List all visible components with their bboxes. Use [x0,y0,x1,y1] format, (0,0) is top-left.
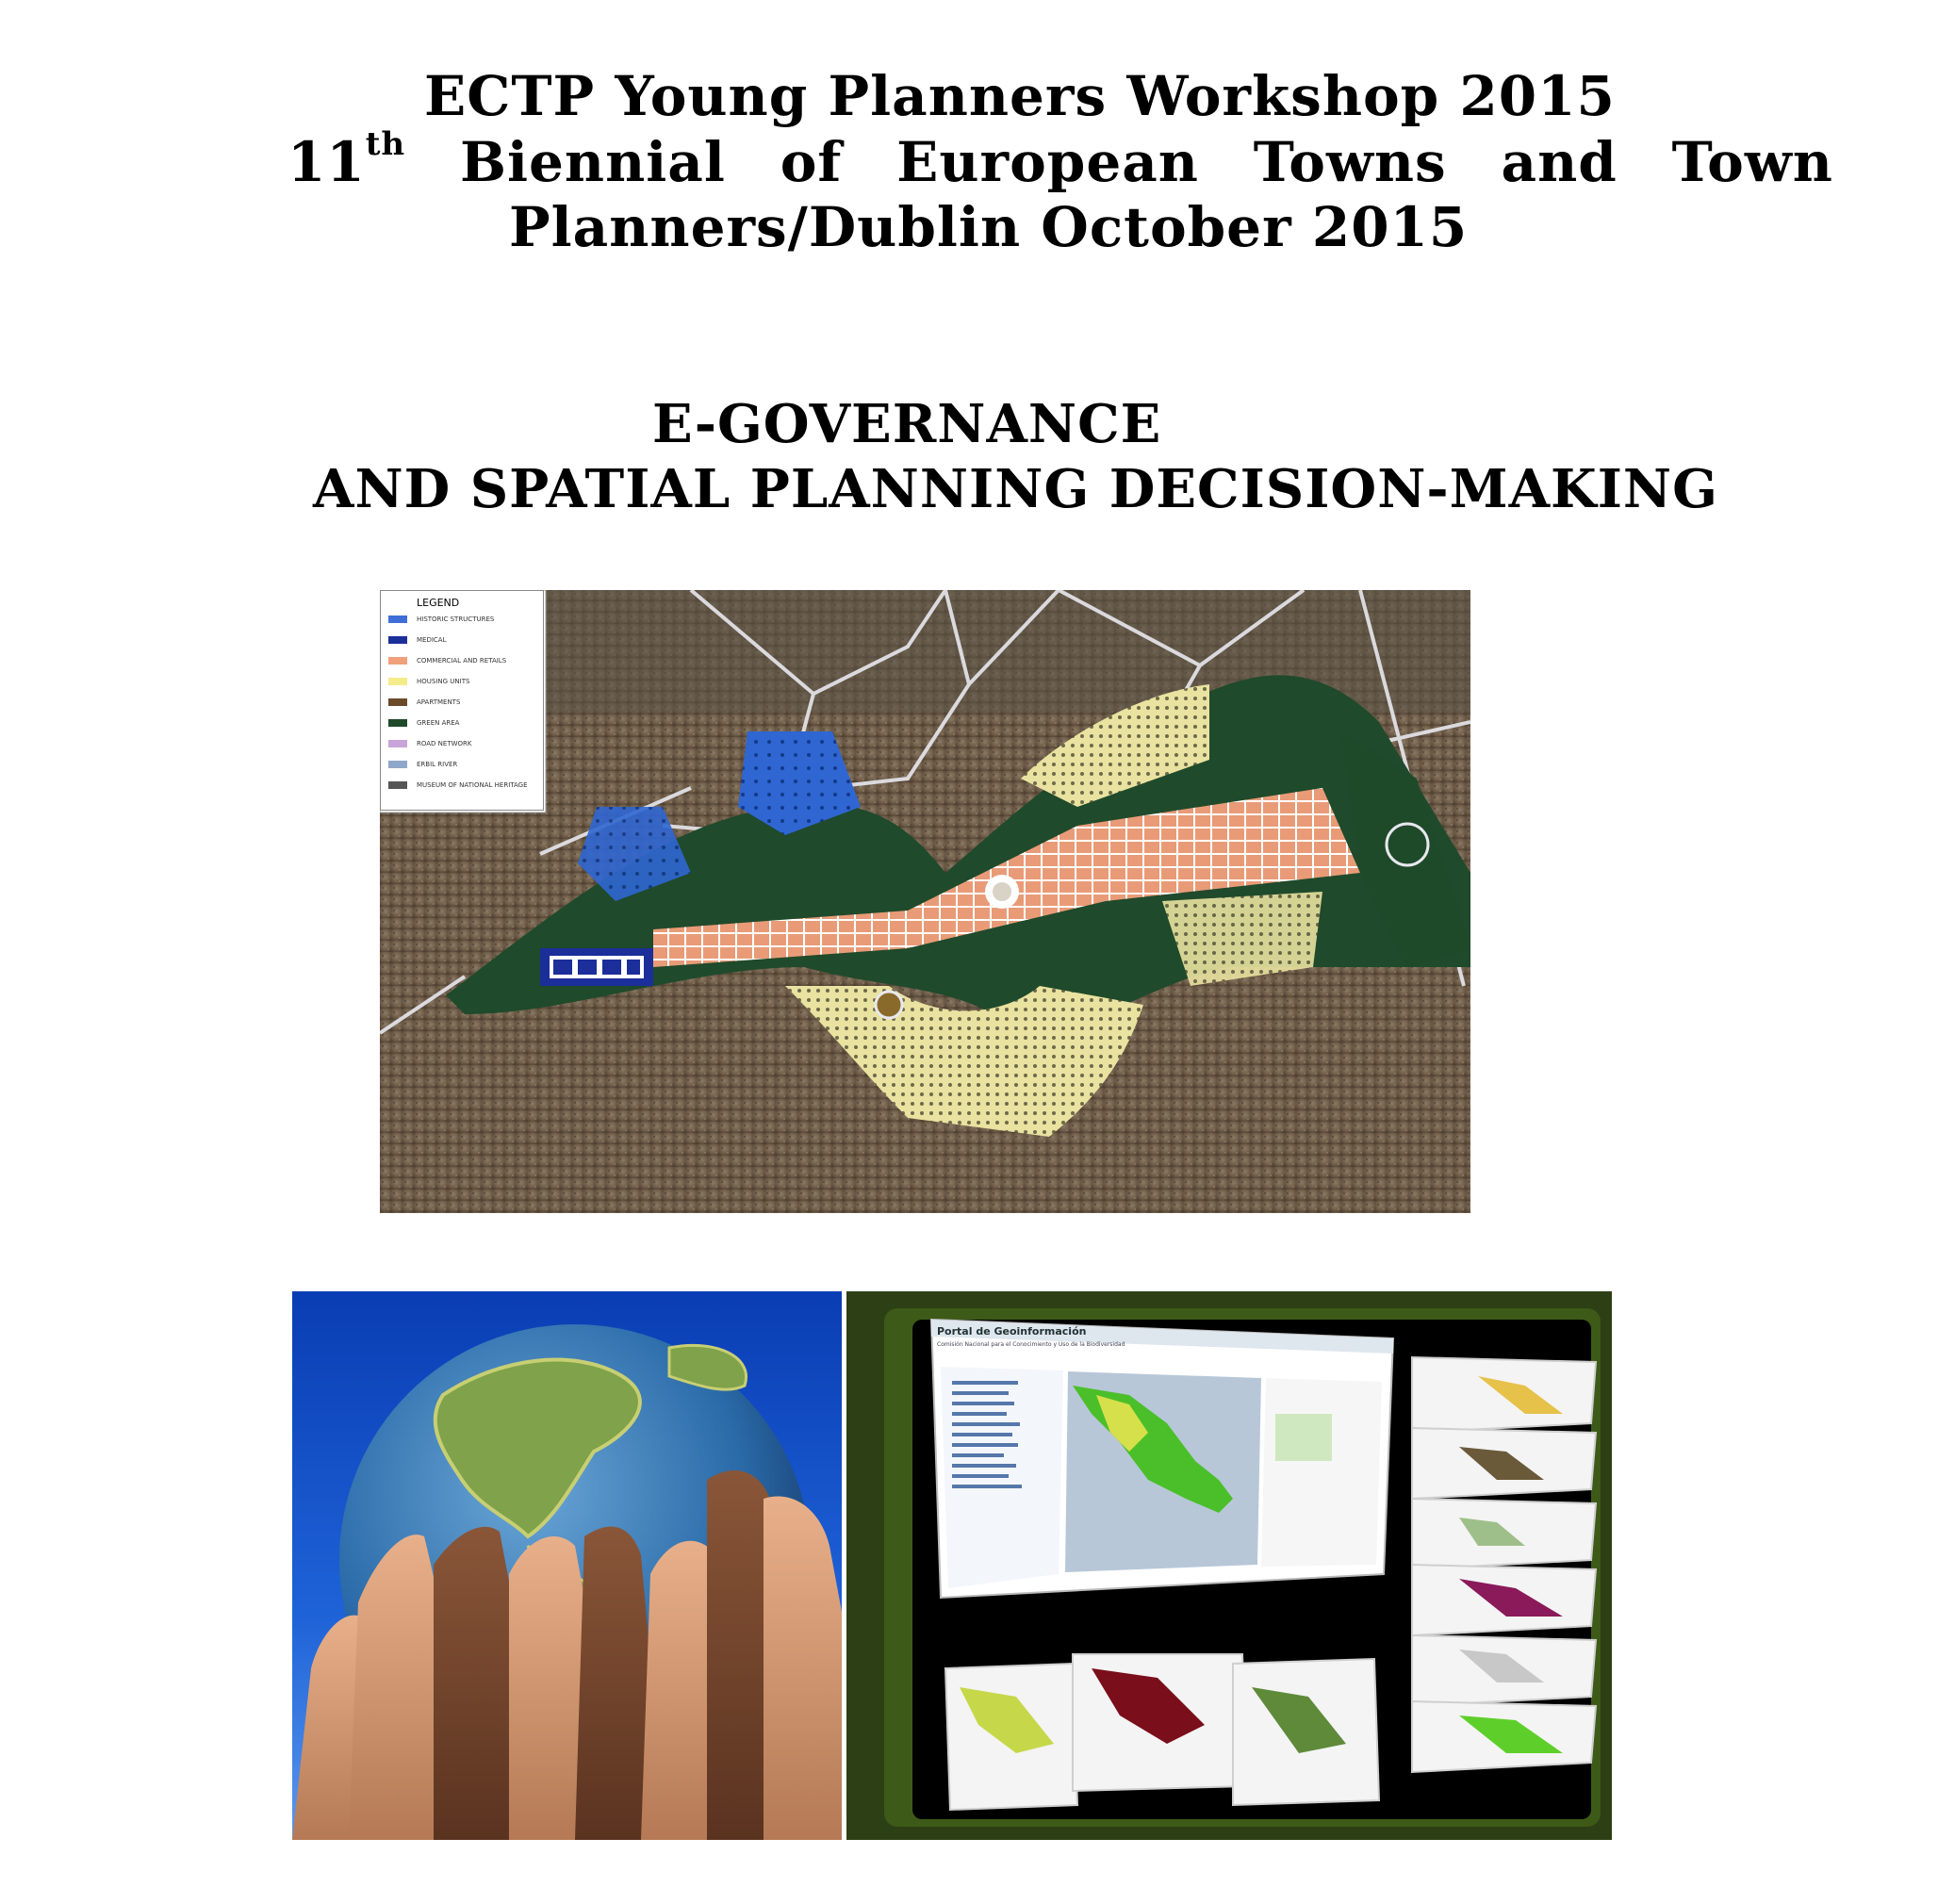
legend-label: COMMERCIAL AND RETAILS [417,657,507,665]
geoinformation-portal-drawing [846,1291,1612,1840]
workshop-title: ECTP Young Planners Workshop 2015 [424,64,1616,128]
globe-hands-image [292,1291,842,1840]
legend-item [388,634,447,646]
map-legend [380,590,544,811]
legend-item [388,717,459,729]
topic-heading-line1: E-GOVERNANCE [652,393,1162,455]
biennial-ordinal [287,125,406,194]
event-location-date: Planners/Dublin October 2015 [509,195,1469,259]
legend-item [388,759,457,770]
legend-label: HISTORIC STRUCTURES [417,616,495,623]
title-word: Town [1671,130,1833,194]
legend-label: ROAD NETWORK [417,740,472,747]
legend-swatch [388,657,407,665]
urban-plan-map-image [380,590,1470,1213]
legend-label: ERBIL RIVER [417,761,458,768]
legend-item [388,655,506,666]
title-word: Towns [1253,130,1447,194]
legend-item [388,676,469,687]
legend-swatch [388,678,407,685]
globe-hands-drawing [292,1291,842,1840]
legend-swatch [388,636,407,644]
legend-swatch [388,698,407,706]
legend-label: MEDICAL [417,636,447,644]
legend-swatch [388,616,407,623]
legend-label: APARTMENTS [417,698,461,706]
legend-label: MUSEUM OF NATIONAL HERITAGE [417,781,528,789]
title-word: Biennial [459,130,726,194]
legend-swatch [388,761,407,768]
biennial-title-line [287,125,1833,194]
portal-title: Portal de Geoinformación [937,1325,1087,1338]
legend-title: LEGEND [417,597,460,609]
title-word: of [780,130,843,194]
portal-subtitle: Comisión Nacional para el Conocimiento y Uso de la Biodiversidad [937,1341,1125,1348]
ordinal-number: 11 [287,130,366,194]
legend-swatch [388,781,407,789]
legend-label: HOUSING UNITS [417,678,470,685]
ordinal-suffix: th [365,125,406,163]
legend-item [388,738,471,749]
title-word: European [896,130,1199,194]
geoinformation-portal-image [846,1291,1612,1840]
legend-item [388,697,460,708]
topic-heading-line2: AND SPATIAL PLANNING DECISION-MAKING [313,458,1718,520]
title-word: and [1501,130,1618,194]
legend-swatch [388,740,407,747]
legend-label: GREEN AREA [417,719,460,727]
legend-item [388,614,494,625]
legend-swatch [388,719,407,727]
legend-item [388,780,528,791]
